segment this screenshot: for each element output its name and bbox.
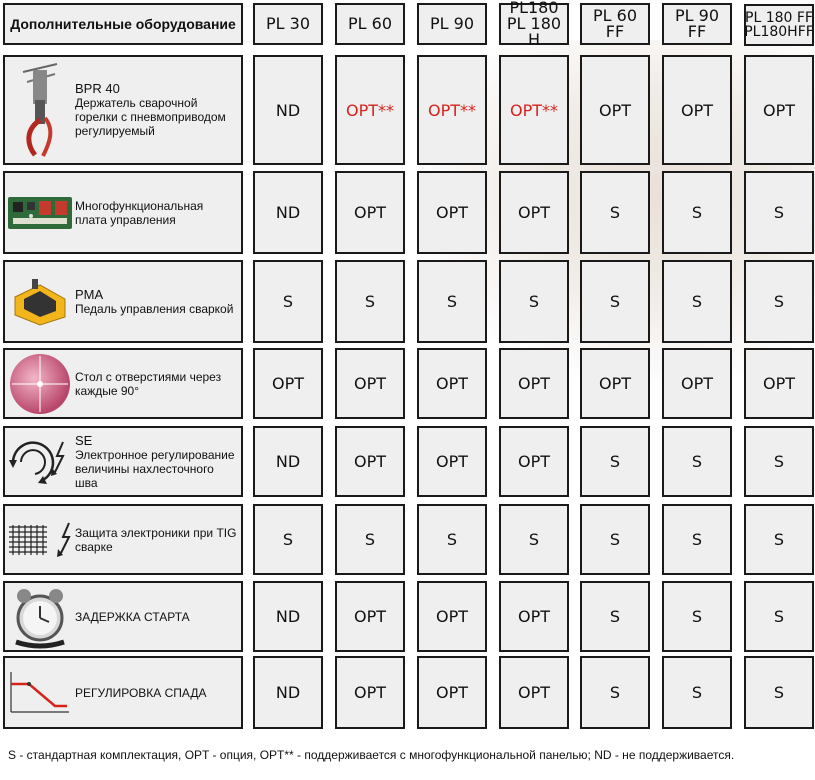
column-header-1 [253, 3, 323, 45]
column-header-6 [662, 3, 732, 45]
availability-cell: S [580, 260, 650, 343]
availability-cell: S [662, 426, 732, 497]
availability-cell: S [335, 260, 405, 343]
corner-header [3, 3, 243, 45]
equipment-row-label [3, 171, 243, 254]
availability-cell: OPT [580, 348, 650, 419]
availability-cell: S [744, 504, 814, 575]
column-header-line1: PL 60 FF [592, 6, 637, 41]
availability-cell: OPT [417, 656, 487, 729]
equipment-description: Защита электроники при TIG сварке [75, 525, 237, 554]
foot-pedal-icon [5, 262, 75, 341]
availability-cell: S [744, 581, 814, 652]
availability-cell: OPT** [499, 55, 569, 165]
availability-cell: S [580, 171, 650, 254]
availability-cell: S [499, 504, 569, 575]
availability-cell: OPT [499, 656, 569, 729]
availability-cell: OPT [335, 656, 405, 729]
availability-cell: S [253, 504, 323, 575]
availability-cell: OPT [662, 348, 732, 419]
equipment-title: BPR 40 [75, 81, 120, 96]
availability-cell: S [417, 504, 487, 575]
availability-cell: OPT [335, 348, 405, 419]
availability-cell: S [662, 504, 732, 575]
equipment-row-label [3, 260, 243, 343]
column-header-line1: PL 60 [347, 14, 392, 33]
availability-cell: ND [253, 656, 323, 729]
availability-cell: OPT [499, 348, 569, 419]
alarm-clock-icon [5, 583, 75, 650]
availability-cell: S [580, 504, 650, 575]
availability-cell: OPT [417, 426, 487, 497]
control-board-icon [5, 173, 75, 252]
availability-cell: OPT [499, 581, 569, 652]
column-header-line2: PL 180 H [506, 14, 562, 49]
electronics-protection-icon [5, 506, 75, 573]
equipment-title: SE [75, 432, 93, 448]
availability-cell: OPT [580, 55, 650, 165]
column-header-line1: PL180 [509, 0, 559, 17]
availability-cell: S [417, 260, 487, 343]
availability-cell: OPT [335, 581, 405, 652]
availability-cell: S [662, 581, 732, 652]
availability-cell: S [253, 260, 323, 343]
availability-cell: ND [253, 55, 323, 165]
availability-cell: S [335, 504, 405, 575]
equipment-row-label [3, 426, 243, 497]
equipment-row-label [3, 656, 243, 729]
equipment-description: Педаль управления сваркой [75, 301, 234, 316]
column-header-line2: PL180HFF [744, 24, 814, 40]
availability-cell: ND [253, 581, 323, 652]
rotary-table-icon [5, 350, 75, 417]
availability-cell: S [744, 260, 814, 343]
availability-cell: ND [253, 171, 323, 254]
equipment-description: Электронное регулирование величины нахлесточного шва [75, 447, 235, 490]
equipment-description: Держатель сварочной горелки с пневмоприводом регулируемый [75, 96, 226, 138]
column-header-2 [335, 3, 405, 45]
equipment-description: ЗАДЕРЖКА СТАРТА [75, 609, 190, 624]
availability-cell: OPT [335, 426, 405, 497]
equipment-row-label [3, 581, 243, 652]
slope-down-icon [5, 658, 75, 727]
availability-cell: OPT [417, 348, 487, 419]
equipment-title: PMA [75, 286, 104, 302]
availability-cell: S [744, 171, 814, 254]
column-header-line1: PL 90 [429, 14, 474, 33]
equipment-description: РЕГУЛИРОВКА СПАДА [75, 685, 207, 700]
availability-cell: OPT** [417, 55, 487, 165]
legend-footnote: S - стандартная комплектация, OPT - опция, OPT** - поддерживается с многофункциональной панелью; ND - не поддерживается. [8, 748, 735, 762]
availability-cell: S [580, 426, 650, 497]
column-header-line1: PL 30 [265, 14, 310, 33]
column-header-7 [744, 4, 814, 46]
column-header-3 [417, 3, 487, 45]
column-header-4 [499, 0, 569, 49]
column-header-line1: PL 180 FF [745, 10, 813, 26]
availability-cell: S [580, 581, 650, 652]
availability-cell: ND [253, 426, 323, 497]
column-header-line1: PL 90 FF [674, 6, 719, 41]
availability-cell: OPT [499, 171, 569, 254]
equipment-row-label [3, 504, 243, 575]
availability-cell: S [580, 656, 650, 729]
availability-cell: OPT [744, 55, 814, 165]
availability-cell: OPT [744, 348, 814, 419]
equipment-row-label [3, 348, 243, 419]
availability-cell: S [662, 260, 732, 343]
torch-holder-icon [5, 57, 75, 163]
equipment-description: Стол с отверстиями через каждые 90° [75, 369, 222, 398]
availability-cell: S [662, 656, 732, 729]
availability-cell: OPT** [335, 55, 405, 165]
corner-header-label: Дополнительные оборудование [10, 16, 236, 32]
column-header-5 [580, 3, 650, 45]
availability-cell: OPT [417, 581, 487, 652]
availability-cell: OPT [662, 55, 732, 165]
availability-cell: OPT [253, 348, 323, 419]
availability-cell: OPT [417, 171, 487, 254]
availability-cell: OPT [499, 426, 569, 497]
equipment-row-label [3, 55, 243, 165]
overlap-control-icon [5, 428, 75, 495]
availability-cell: S [662, 171, 732, 254]
availability-cell: S [744, 656, 814, 729]
availability-cell: S [499, 260, 569, 343]
availability-cell: OPT [335, 171, 405, 254]
availability-cell: S [744, 426, 814, 497]
equipment-description: Многофункциональная плата управления [75, 198, 204, 227]
